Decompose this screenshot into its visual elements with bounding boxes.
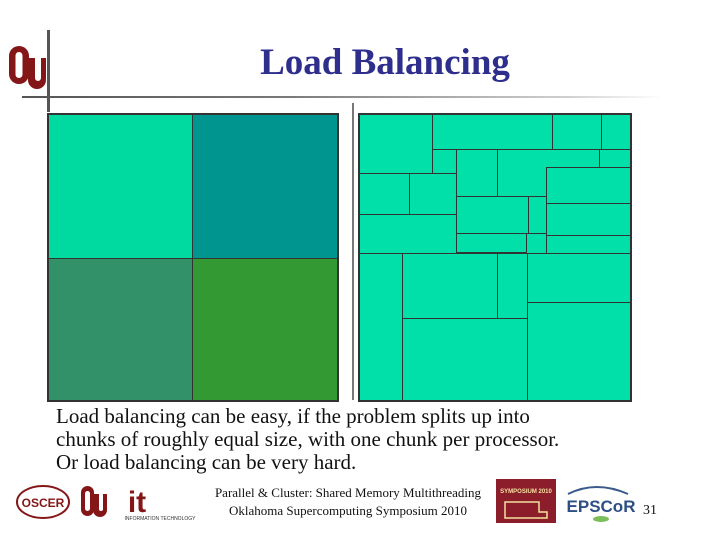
even-chunk-top-left bbox=[48, 114, 193, 259]
uneven-chunk bbox=[402, 253, 498, 319]
uneven-chunk bbox=[432, 149, 457, 174]
symposium-logo bbox=[495, 478, 557, 524]
title-horizontal-rule bbox=[22, 96, 662, 98]
body-line: chunks of roughly equal size, with one chunk per processor. bbox=[56, 427, 560, 451]
it-logo-text: it bbox=[127, 486, 147, 519]
uneven-partition-diagram bbox=[358, 113, 632, 402]
uneven-chunk bbox=[456, 233, 527, 253]
page-number: 31 bbox=[643, 503, 657, 518]
ou-footer-logo bbox=[81, 486, 107, 517]
body-text bbox=[56, 405, 656, 474]
uneven-chunk bbox=[526, 233, 547, 254]
body-line: Or load balancing can be very hard. bbox=[56, 450, 357, 474]
footer-text bbox=[196, 484, 500, 520]
uneven-chunk bbox=[528, 196, 547, 234]
title-vertical-rule bbox=[47, 30, 50, 112]
slide-title: Load Balancing bbox=[260, 42, 510, 83]
epscor-logo-text: EPSCoR bbox=[566, 497, 636, 516]
uneven-chunk bbox=[497, 253, 528, 319]
uneven-chunk bbox=[599, 149, 631, 168]
uneven-chunk bbox=[409, 173, 457, 215]
footer-logo-strip bbox=[15, 480, 205, 526]
uneven-chunk bbox=[359, 114, 433, 174]
panel-divider bbox=[352, 103, 354, 400]
uneven-chunk bbox=[601, 114, 631, 150]
it-logo bbox=[125, 486, 197, 522]
body-line: Load balancing can be easy, if the problem splits up into bbox=[56, 404, 530, 428]
even-chunk-top-right bbox=[192, 114, 338, 259]
footer-line: Parallel & Cluster: Shared Memory Multithreading bbox=[214, 485, 482, 500]
uneven-chunk bbox=[359, 253, 403, 401]
uneven-chunk bbox=[456, 149, 498, 197]
oscer-logo bbox=[17, 486, 69, 518]
even-chunk-bottom-right bbox=[192, 258, 338, 401]
uneven-chunk bbox=[527, 253, 631, 303]
uneven-chunk bbox=[456, 196, 529, 234]
ou-logo bbox=[6, 40, 48, 96]
even-chunk-bottom-left bbox=[48, 258, 193, 401]
even-partition-diagram bbox=[47, 113, 339, 402]
uneven-chunk bbox=[359, 173, 410, 215]
symposium-logo-text: SYMPOSIUM 2010 bbox=[500, 489, 552, 495]
epscor-logo bbox=[562, 482, 640, 524]
uneven-chunk bbox=[432, 114, 553, 150]
uneven-chunk bbox=[546, 203, 631, 236]
uneven-chunk bbox=[359, 214, 457, 254]
uneven-chunk bbox=[546, 235, 631, 255]
uneven-chunk bbox=[402, 318, 529, 401]
uneven-chunk bbox=[546, 167, 631, 204]
uneven-chunk bbox=[552, 114, 602, 150]
footer-line: Oklahoma Supercomputing Symposium 2010 bbox=[229, 503, 467, 518]
it-logo-subtext: INFORMATION TECHNOLOGY bbox=[124, 516, 196, 522]
uneven-chunk bbox=[527, 302, 631, 401]
oscer-logo-text: OSCER bbox=[21, 496, 65, 510]
